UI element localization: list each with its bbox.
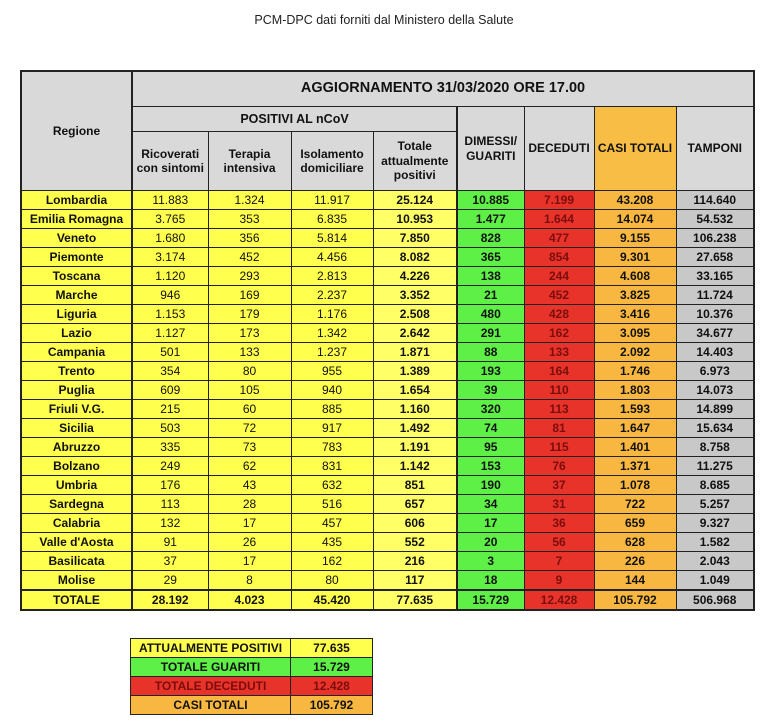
table-row [21,191,754,210]
cell-casi-totali: 1.401 [594,438,676,457]
summary-label: CASI TOTALI [131,696,291,715]
cell-totale-positivi: 552 [373,533,457,552]
cell-deceduti: 162 [524,324,594,343]
cell-casi-totali: 43.208 [594,191,676,210]
summary-value: 77.635 [291,639,373,658]
cell-dimessi: 320 [457,400,524,419]
cell-dimessi: 17 [457,514,524,533]
cell-deceduti: 244 [524,267,594,286]
covid-regional-table [20,70,755,611]
cell-terapia: 17 [208,552,291,571]
cell-casi-totali: 14.074 [594,210,676,229]
cell-deceduti: 1.644 [524,210,594,229]
table-row [21,400,754,419]
cell-totale-positivi: 1.389 [373,362,457,381]
table-row [21,343,754,362]
total-deceduti: 12.428 [524,590,594,610]
header-casi-totali: CASI TOTALI [594,107,676,191]
cell-dimessi: 18 [457,571,524,591]
cell-deceduti: 110 [524,381,594,400]
cell-regione: Lombardia [21,191,132,210]
cell-dimessi: 3 [457,552,524,571]
header-regione: Regione [21,71,132,191]
header-dimessi: DIMESSI/ GUARITI [457,107,524,191]
cell-dimessi: 39 [457,381,524,400]
cell-totale-positivi: 1.160 [373,400,457,419]
cell-dimessi: 365 [457,248,524,267]
cell-regione: Emilia Romagna [21,210,132,229]
cell-tamponi: 11.724 [676,286,754,305]
cell-casi-totali: 659 [594,514,676,533]
cell-deceduti: 115 [524,438,594,457]
cell-dimessi: 153 [457,457,524,476]
cell-ricoverati: 609 [132,381,208,400]
table-row [21,495,754,514]
cell-deceduti: 7 [524,552,594,571]
cell-totale-positivi: 7.850 [373,229,457,248]
cell-regione: Veneto [21,229,132,248]
cell-totale-positivi: 1.654 [373,381,457,400]
cell-ricoverati: 3.765 [132,210,208,229]
table-row [21,438,754,457]
cell-deceduti: 133 [524,343,594,362]
cell-tamponi: 1.049 [676,571,754,591]
cell-deceduti: 76 [524,457,594,476]
cell-deceduti: 81 [524,419,594,438]
cell-regione: Umbria [21,476,132,495]
cell-regione: Trento [21,362,132,381]
cell-terapia: 179 [208,305,291,324]
summary-row [131,696,373,715]
cell-casi-totali: 1.746 [594,362,676,381]
cell-tamponi: 9.327 [676,514,754,533]
table-row [21,476,754,495]
cell-isolamento: 955 [291,362,373,381]
cell-tamponi: 33.165 [676,267,754,286]
cell-totale-positivi: 657 [373,495,457,514]
cell-regione: Piemonte [21,248,132,267]
total-attualmente-positivi: 77.635 [373,590,457,610]
summary-table [130,638,373,715]
header-positivi-group: POSITIVI AL nCoV [132,107,457,132]
summary-row [131,677,373,696]
cell-terapia: 353 [208,210,291,229]
table-row [21,286,754,305]
cell-terapia: 73 [208,438,291,457]
cell-regione: Lazio [21,324,132,343]
cell-dimessi: 1.477 [457,210,524,229]
total-row [21,590,754,610]
cell-dimessi: 74 [457,419,524,438]
cell-dimessi: 34 [457,495,524,514]
cell-casi-totali: 3.825 [594,286,676,305]
cell-casi-totali: 144 [594,571,676,591]
cell-regione: Calabria [21,514,132,533]
cell-ricoverati: 132 [132,514,208,533]
cell-ricoverati: 354 [132,362,208,381]
cell-terapia: 105 [208,381,291,400]
cell-totale-positivi: 851 [373,476,457,495]
cell-dimessi: 21 [457,286,524,305]
cell-dimessi: 88 [457,343,524,362]
cell-terapia: 293 [208,267,291,286]
cell-isolamento: 2.813 [291,267,373,286]
source-title: PCM-DPC dati forniti dal Ministero della Salute [254,13,514,27]
cell-regione: Toscana [21,267,132,286]
cell-tamponi: 8.685 [676,476,754,495]
cell-casi-totali: 628 [594,533,676,552]
cell-deceduti: 452 [524,286,594,305]
summary-value: 12.428 [291,677,373,696]
cell-dimessi: 828 [457,229,524,248]
cell-totale-positivi: 117 [373,571,457,591]
cell-regione: Campania [21,343,132,362]
cell-deceduti: 164 [524,362,594,381]
table-row [21,267,754,286]
cell-isolamento: 162 [291,552,373,571]
cell-terapia: 62 [208,457,291,476]
cell-isolamento: 4.456 [291,248,373,267]
summary-label: TOTALE GUARITI [131,658,291,677]
cell-dimessi: 193 [457,362,524,381]
cell-casi-totali: 1.593 [594,400,676,419]
total-label: TOTALE [21,590,132,610]
table-row [21,305,754,324]
cell-ricoverati: 249 [132,457,208,476]
cell-casi-totali: 3.095 [594,324,676,343]
cell-ricoverati: 1.153 [132,305,208,324]
cell-ricoverati: 1.127 [132,324,208,343]
cell-ricoverati: 113 [132,495,208,514]
cell-dimessi: 190 [457,476,524,495]
cell-terapia: 80 [208,362,291,381]
cell-tamponi: 6.973 [676,362,754,381]
cell-terapia: 356 [208,229,291,248]
cell-ricoverati: 11.883 [132,191,208,210]
cell-isolamento: 1.342 [291,324,373,343]
cell-totale-positivi: 2.642 [373,324,457,343]
cell-ricoverati: 3.174 [132,248,208,267]
cell-terapia: 173 [208,324,291,343]
cell-ricoverati: 37 [132,552,208,571]
cell-totale-positivi: 25.124 [373,191,457,210]
cell-casi-totali: 2.092 [594,343,676,362]
cell-tamponi: 11.275 [676,457,754,476]
cell-deceduti: 56 [524,533,594,552]
cell-isolamento: 5.814 [291,229,373,248]
cell-ricoverati: 91 [132,533,208,552]
cell-tamponi: 14.899 [676,400,754,419]
cell-isolamento: 6.835 [291,210,373,229]
cell-ricoverati: 29 [132,571,208,591]
table-row [21,362,754,381]
cell-regione: Liguria [21,305,132,324]
cell-isolamento: 457 [291,514,373,533]
cell-isolamento: 11.917 [291,191,373,210]
cell-regione: Friuli V.G. [21,400,132,419]
cell-deceduti: 31 [524,495,594,514]
total-terapia: 4.023 [208,590,291,610]
cell-casi-totali: 9.301 [594,248,676,267]
cell-terapia: 17 [208,514,291,533]
table-row [21,533,754,552]
cell-deceduti: 113 [524,400,594,419]
cell-regione: Basilicata [21,552,132,571]
summary-value: 15.729 [291,658,373,677]
cell-deceduti: 36 [524,514,594,533]
table-row [21,324,754,343]
table-row [21,210,754,229]
summary-value: 105.792 [291,696,373,715]
table-row [21,457,754,476]
cell-tamponi: 10.376 [676,305,754,324]
cell-casi-totali: 1.803 [594,381,676,400]
cell-tamponi: 106.238 [676,229,754,248]
cell-tamponi: 27.658 [676,248,754,267]
cell-regione: Puglia [21,381,132,400]
cell-casi-totali: 3.416 [594,305,676,324]
cell-terapia: 72 [208,419,291,438]
cell-totale-positivi: 4.226 [373,267,457,286]
cell-isolamento: 516 [291,495,373,514]
cell-regione: Valle d'Aosta [21,533,132,552]
cell-tamponi: 34.677 [676,324,754,343]
cell-totale-positivi: 1.492 [373,419,457,438]
cell-ricoverati: 1.120 [132,267,208,286]
cell-dimessi: 20 [457,533,524,552]
cell-isolamento: 885 [291,400,373,419]
table-row [21,248,754,267]
header-isolamento: Isolamento domiciliare [291,132,373,191]
cell-tamponi: 2.043 [676,552,754,571]
cell-terapia: 133 [208,343,291,362]
cell-tamponi: 14.073 [676,381,754,400]
cell-regione: Sicilia [21,419,132,438]
cell-totale-positivi: 1.191 [373,438,457,457]
cell-ricoverati: 176 [132,476,208,495]
cell-isolamento: 940 [291,381,373,400]
table-row [21,514,754,533]
cell-terapia: 8 [208,571,291,591]
cell-isolamento: 917 [291,419,373,438]
cell-deceduti: 854 [524,248,594,267]
cell-deceduti: 9 [524,571,594,591]
summary-row [131,639,373,658]
cell-regione: Molise [21,571,132,591]
cell-totale-positivi: 1.142 [373,457,457,476]
cell-ricoverati: 946 [132,286,208,305]
cell-isolamento: 1.237 [291,343,373,362]
cell-terapia: 169 [208,286,291,305]
cell-totale-positivi: 8.082 [373,248,457,267]
header-terapia: Terapia intensiva [208,132,291,191]
cell-deceduti: 477 [524,229,594,248]
cell-ricoverati: 503 [132,419,208,438]
cell-terapia: 26 [208,533,291,552]
header-tamponi: TAMPONI [676,107,754,191]
cell-isolamento: 1.176 [291,305,373,324]
cell-ricoverati: 215 [132,400,208,419]
cell-regione: Bolzano [21,457,132,476]
cell-casi-totali: 1.647 [594,419,676,438]
cell-tamponi: 54.532 [676,210,754,229]
cell-deceduti: 7.199 [524,191,594,210]
cell-isolamento: 80 [291,571,373,591]
cell-tamponi: 5.257 [676,495,754,514]
cell-totale-positivi: 10.953 [373,210,457,229]
cell-casi-totali: 4.608 [594,267,676,286]
cell-totale-positivi: 2.508 [373,305,457,324]
total-dimessi: 15.729 [457,590,524,610]
summary-label: TOTALE DECEDUTI [131,677,291,696]
cell-tamponi: 14.403 [676,343,754,362]
cell-isolamento: 435 [291,533,373,552]
cell-casi-totali: 9.155 [594,229,676,248]
table-body [21,191,754,591]
summary-row [131,658,373,677]
total-ricoverati: 28.192 [132,590,208,610]
header-update-date: AGGIORNAMENTO 31/03/2020 ORE 17.00 [132,71,754,107]
table-row [21,381,754,400]
table-row [21,229,754,248]
cell-tamponi: 114.640 [676,191,754,210]
cell-casi-totali: 1.371 [594,457,676,476]
cell-dimessi: 480 [457,305,524,324]
cell-totale-positivi: 216 [373,552,457,571]
cell-tamponi: 8.758 [676,438,754,457]
cell-terapia: 452 [208,248,291,267]
cell-tamponi: 1.582 [676,533,754,552]
total-casi: 105.792 [594,590,676,610]
cell-terapia: 28 [208,495,291,514]
cell-dimessi: 138 [457,267,524,286]
table-row [21,571,754,591]
cell-totale-positivi: 3.352 [373,286,457,305]
cell-dimessi: 10.885 [457,191,524,210]
cell-casi-totali: 226 [594,552,676,571]
cell-deceduti: 428 [524,305,594,324]
cell-terapia: 60 [208,400,291,419]
cell-regione: Abruzzo [21,438,132,457]
cell-deceduti: 37 [524,476,594,495]
cell-totale-positivi: 606 [373,514,457,533]
cell-isolamento: 632 [291,476,373,495]
cell-ricoverati: 335 [132,438,208,457]
header-totale-positivi: Totale attualmente positivi [373,132,457,191]
cell-terapia: 43 [208,476,291,495]
summary-body [131,639,373,715]
total-isolamento: 45.420 [291,590,373,610]
header-deceduti: DECEDUTI [524,107,594,191]
cell-dimessi: 95 [457,438,524,457]
cell-totale-positivi: 1.871 [373,343,457,362]
cell-dimessi: 291 [457,324,524,343]
cell-isolamento: 831 [291,457,373,476]
table-row [21,419,754,438]
cell-casi-totali: 722 [594,495,676,514]
cell-casi-totali: 1.078 [594,476,676,495]
cell-isolamento: 2.237 [291,286,373,305]
cell-regione: Marche [21,286,132,305]
table-row [21,552,754,571]
total-tamponi: 506.968 [676,590,754,610]
cell-ricoverati: 1.680 [132,229,208,248]
summary-label: ATTUALMENTE POSITIVI [131,639,291,658]
cell-isolamento: 783 [291,438,373,457]
cell-terapia: 1.324 [208,191,291,210]
cell-tamponi: 15.634 [676,419,754,438]
cell-regione: Sardegna [21,495,132,514]
header-ricoverati: Ricoverati con sintomi [132,132,208,191]
cell-ricoverati: 501 [132,343,208,362]
